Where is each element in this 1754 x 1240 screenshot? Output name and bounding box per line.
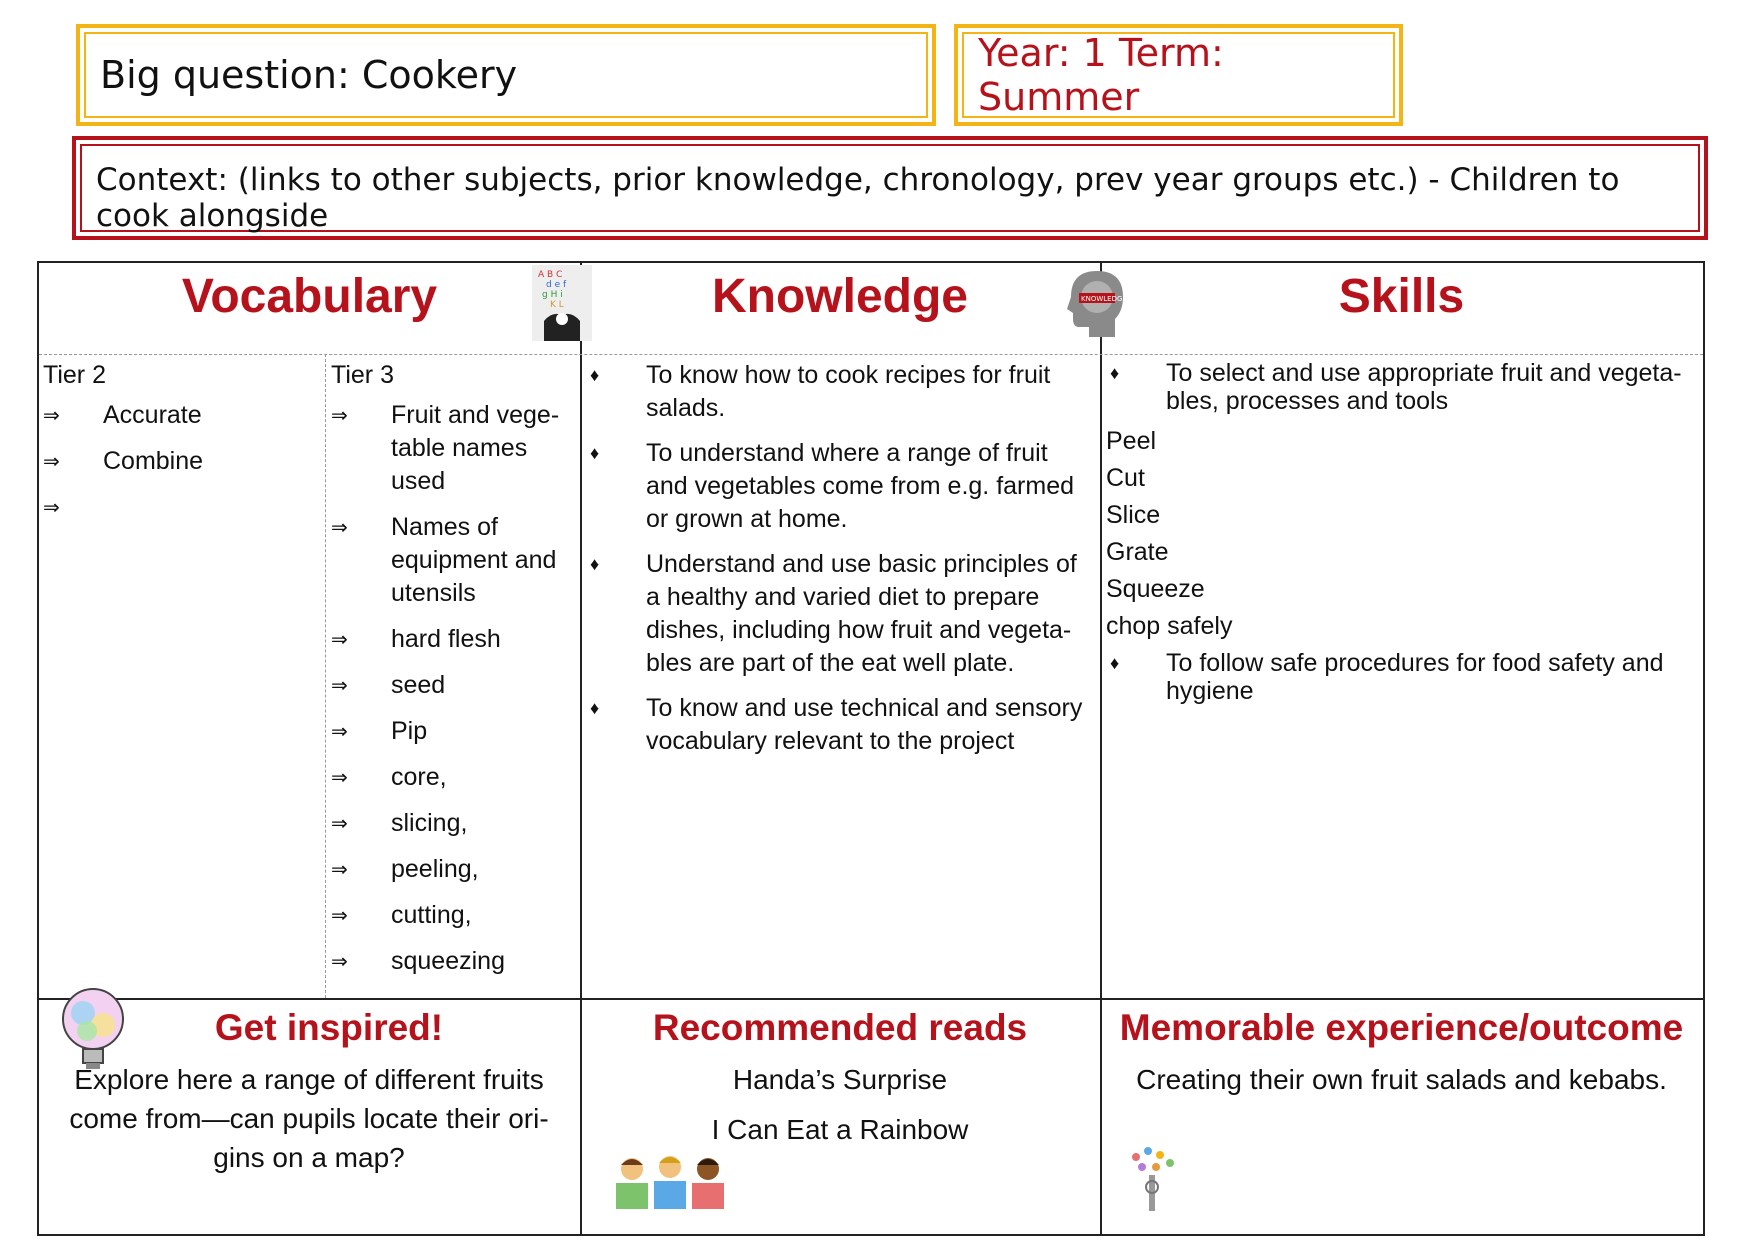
skill-item: Grate: [1106, 538, 1169, 566]
svg-text:K L: K L: [550, 300, 564, 310]
svg-text:d e f: d e f: [546, 280, 567, 290]
arrow-bullet-icon: ⇒: [331, 627, 348, 651]
inspired-text: Explore here a range of different fruits come from—can pupils locate their ori-gins on a map?: [69, 1064, 549, 1173]
skill-item: chop safely: [1106, 612, 1233, 640]
tier-divider: [325, 354, 326, 998]
knowledge-title: Knowledge: [711, 270, 968, 323]
list-item: ♦ To select and use appropriate fruit and vegeta-bles, processes and tools: [1106, 359, 1698, 415]
context-box: [72, 136, 1708, 240]
list-item: ⇒ core,: [331, 761, 575, 794]
outcome-title: Memorable experience/outcome: [1119, 1007, 1684, 1048]
arrow-bullet-icon: ⇒: [331, 765, 348, 789]
context-text: Context: (links to other subjects, prior knowledge, chronology, prev year groups etc.) - Children to cook alongside: [80, 144, 1700, 232]
svg-text:KNOWLEDGE: KNOWLEDGE: [1081, 295, 1127, 303]
arrow-bullet-icon: ⇒: [331, 857, 348, 881]
tier3-heading: Tier 3: [331, 361, 394, 389]
skill-item: Squeeze: [1106, 575, 1205, 603]
arrow-bullet-icon: ⇒: [43, 449, 60, 473]
book-title: I Can Eat a Rainbow: [711, 1114, 969, 1145]
skill-item: Slice: [1106, 501, 1161, 529]
diamond-bullet-icon: ♦: [590, 443, 600, 463]
diamond-bullet-icon: ♦: [590, 365, 600, 385]
arrow-bullet-icon: ⇒: [43, 495, 60, 519]
list-item: ♦ Understand and use basic principles of a healthy and varied diet to prepare dishes, including how fruit and vegeta-bles are part of the eat well plate.: [586, 548, 1094, 680]
reads-title: Recommended reads: [652, 1007, 1028, 1048]
arrow-bullet-icon: ⇒: [331, 949, 348, 973]
skills-title: Skills: [1338, 270, 1465, 323]
list-item: ♦ To understand where a range of fruit and vegetables come from e.g. farmed or grown at home.: [586, 437, 1094, 536]
knowledge-brain-head-icon: [1061, 267, 1127, 339]
letters-head-icon: [532, 265, 592, 341]
arrow-bullet-icon: ⇒: [331, 811, 348, 835]
list-item: ⇒ slicing,: [331, 807, 575, 840]
vocabulary-title: Vocabulary: [181, 270, 438, 323]
list-item: ⇒ seed: [331, 669, 575, 702]
arrow-bullet-icon: ⇒: [331, 673, 348, 697]
list-item: ⇒ Accurate: [43, 399, 323, 432]
tier2-column: [43, 359, 323, 537]
skill-item: Cut: [1106, 464, 1145, 492]
arrow-bullet-icon: ⇒: [331, 719, 348, 743]
list-item: ♦ To know and use technical and sensory vocabulary relevant to the project: [586, 692, 1094, 758]
year-term-box: [954, 24, 1403, 126]
arrow-bullet-icon: ⇒: [331, 403, 348, 427]
arrow-bullet-icon: ⇒: [331, 903, 348, 927]
row-divider: [39, 998, 1703, 1000]
list-item: ⇒ hard flesh: [331, 623, 575, 656]
list-item: ⇒ Names of equipment and utensils: [331, 511, 575, 610]
title-divider: [39, 354, 1703, 355]
skill-item: Peel: [1106, 427, 1157, 455]
list-item: ⇒ Combine: [43, 445, 323, 478]
big-question-box: [76, 24, 936, 126]
arrow-bullet-icon: ⇒: [43, 403, 60, 427]
diamond-bullet-icon: ♦: [1110, 653, 1120, 673]
knowledge-list: [586, 359, 1094, 770]
tier3-column: [331, 359, 575, 991]
inspired-title: Get inspired!: [214, 1007, 444, 1048]
list-item: ⇒ Fruit and vege-table names used: [331, 399, 575, 498]
list-item: ⇒ cutting,: [331, 899, 575, 932]
diamond-bullet-icon: ♦: [1110, 363, 1120, 383]
year-term-text: Year: 1 Term: Summer: [962, 32, 1395, 118]
children-reading-icon: [610, 1153, 730, 1215]
list-item: ⇒ peeling,: [331, 853, 575, 886]
list-item: ♦ To follow safe procedures for food safety and hygiene: [1106, 649, 1698, 705]
list-item: ⇒ squeezing: [331, 945, 575, 978]
book-title: Handa’s Surprise: [732, 1064, 948, 1095]
skills-list: [1106, 359, 1698, 717]
diamond-bullet-icon: ♦: [590, 698, 600, 718]
diamond-bullet-icon: ♦: [590, 554, 600, 574]
outcome-text: Creating their own fruit salads and kebabs.: [1136, 1064, 1667, 1095]
big-question-text: Big question: Cookery: [84, 32, 928, 118]
arrow-bullet-icon: ⇒: [331, 515, 348, 539]
planning-grid: [37, 261, 1705, 1236]
tier2-heading: Tier 2: [43, 361, 106, 389]
list-item: ♦ To know how to cook recipes for fruit salads.: [586, 359, 1094, 425]
list-item: ⇒ Pip: [331, 715, 575, 748]
idea-tree-icon: [1122, 1141, 1182, 1217]
svg-text:A B C: A B C: [538, 270, 563, 280]
svg-text:g H i: g H i: [542, 290, 563, 300]
list-item: [43, 491, 323, 524]
